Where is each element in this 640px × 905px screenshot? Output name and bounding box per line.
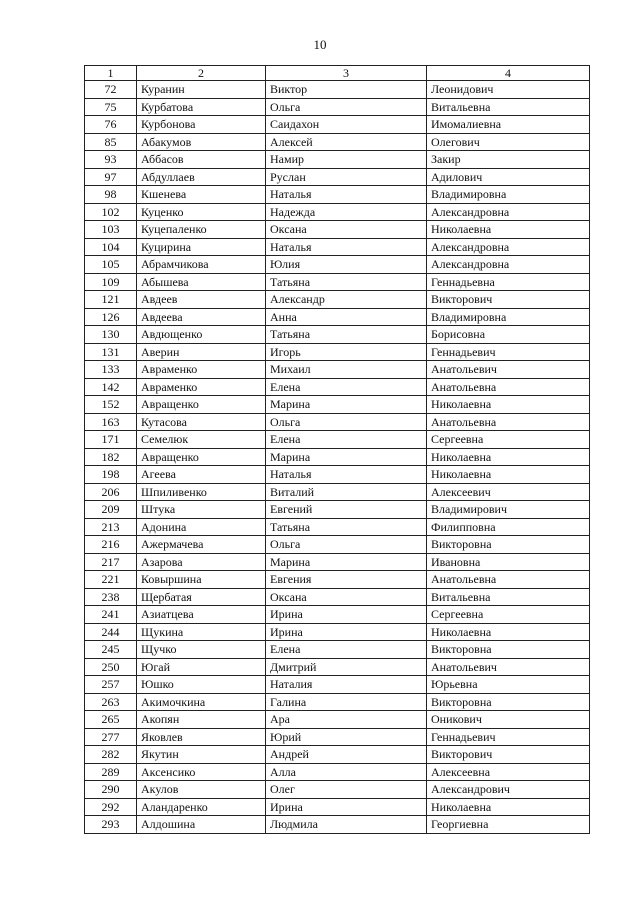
- cell-surname: Азиатцева: [137, 606, 266, 624]
- cell-first-name: Андрей: [266, 746, 427, 764]
- table-row: [85, 448, 590, 466]
- cell-first-name: Наталья: [266, 186, 427, 204]
- cell-number: 142: [85, 378, 137, 396]
- cell-number: 282: [85, 746, 137, 764]
- table-row: [85, 291, 590, 309]
- cell-surname: Абрамчикова: [137, 256, 266, 274]
- cell-surname: Абдуллаев: [137, 168, 266, 186]
- cell-first-name: Людмила: [266, 816, 427, 834]
- cell-first-name: Евгения: [266, 571, 427, 589]
- cell-surname: Ковыршина: [137, 571, 266, 589]
- cell-patronymic: Владимировна: [427, 186, 590, 204]
- table-row: [85, 238, 590, 256]
- column-header-first-name: 3: [266, 66, 427, 81]
- table-row: [85, 273, 590, 291]
- cell-surname: Югай: [137, 658, 266, 676]
- cell-first-name: Виталий: [266, 483, 427, 501]
- cell-surname: Яковлев: [137, 728, 266, 746]
- cell-surname: Алдошина: [137, 816, 266, 834]
- roster-body: [85, 81, 590, 834]
- cell-surname: Щербатая: [137, 588, 266, 606]
- cell-first-name: Наталия: [266, 676, 427, 694]
- cell-number: 213: [85, 518, 137, 536]
- cell-patronymic: Анатольевна: [427, 413, 590, 431]
- table-row: [85, 396, 590, 414]
- cell-surname: Якутин: [137, 746, 266, 764]
- cell-patronymic: Николаевна: [427, 466, 590, 484]
- cell-surname: Ажермачева: [137, 536, 266, 554]
- cell-surname: Азарова: [137, 553, 266, 571]
- cell-first-name: Дмитрий: [266, 658, 427, 676]
- cell-patronymic: Оникович: [427, 711, 590, 729]
- cell-patronymic: Александровна: [427, 203, 590, 221]
- table-row: [85, 641, 590, 659]
- cell-number: 216: [85, 536, 137, 554]
- column-header-patronymic: 4: [427, 66, 590, 81]
- cell-patronymic: Анатольевич: [427, 361, 590, 379]
- cell-surname: Авраменко: [137, 361, 266, 379]
- cell-first-name: Ирина: [266, 798, 427, 816]
- cell-number: 217: [85, 553, 137, 571]
- table-row: [85, 343, 590, 361]
- cell-first-name: Юлия: [266, 256, 427, 274]
- cell-number: 290: [85, 781, 137, 799]
- table-row: [85, 518, 590, 536]
- cell-patronymic: Геннадьевич: [427, 343, 590, 361]
- cell-first-name: Александр: [266, 291, 427, 309]
- cell-surname: Семелюк: [137, 431, 266, 449]
- table-row: [85, 623, 590, 641]
- table-row: [85, 483, 590, 501]
- cell-surname: Адонина: [137, 518, 266, 536]
- cell-surname: Шпиливенко: [137, 483, 266, 501]
- cell-first-name: Надежда: [266, 203, 427, 221]
- table-row: [85, 676, 590, 694]
- cell-first-name: Ольга: [266, 536, 427, 554]
- table-row: [85, 133, 590, 151]
- table-row: [85, 658, 590, 676]
- table-row: [85, 588, 590, 606]
- cell-number: 209: [85, 501, 137, 519]
- cell-surname: Авдющенко: [137, 326, 266, 344]
- cell-number: 97: [85, 168, 137, 186]
- table-row: [85, 221, 590, 239]
- cell-first-name: Ара: [266, 711, 427, 729]
- cell-surname: Аверин: [137, 343, 266, 361]
- cell-number: 182: [85, 448, 137, 466]
- table-row: [85, 98, 590, 116]
- cell-surname: Агеева: [137, 466, 266, 484]
- roster-table: [84, 65, 590, 834]
- cell-first-name: Анна: [266, 308, 427, 326]
- table-row: [85, 711, 590, 729]
- table-header-row: [85, 66, 590, 81]
- cell-surname: Юшко: [137, 676, 266, 694]
- cell-surname: Абакумов: [137, 133, 266, 151]
- cell-first-name: Евгений: [266, 501, 427, 519]
- cell-number: 93: [85, 151, 137, 169]
- cell-surname: Куценко: [137, 203, 266, 221]
- cell-number: 75: [85, 98, 137, 116]
- cell-patronymic: Владимирович: [427, 501, 590, 519]
- cell-patronymic: Николаевна: [427, 623, 590, 641]
- cell-patronymic: Владимировна: [427, 308, 590, 326]
- table-row: [85, 781, 590, 799]
- cell-number: 263: [85, 693, 137, 711]
- table-row: [85, 553, 590, 571]
- cell-surname: Акопян: [137, 711, 266, 729]
- cell-number: 257: [85, 676, 137, 694]
- cell-number: 102: [85, 203, 137, 221]
- cell-first-name: Татьяна: [266, 518, 427, 536]
- cell-number: 238: [85, 588, 137, 606]
- cell-surname: Щукина: [137, 623, 266, 641]
- cell-surname: Аландаренко: [137, 798, 266, 816]
- cell-first-name: Елена: [266, 378, 427, 396]
- cell-patronymic: Викторовна: [427, 693, 590, 711]
- cell-number: 244: [85, 623, 137, 641]
- cell-surname: Аксенсико: [137, 763, 266, 781]
- cell-first-name: Елена: [266, 641, 427, 659]
- table-row: [85, 168, 590, 186]
- cell-number: 85: [85, 133, 137, 151]
- cell-number: 293: [85, 816, 137, 834]
- cell-patronymic: Леонидович: [427, 81, 590, 99]
- cell-patronymic: Анатольевна: [427, 378, 590, 396]
- table-row: [85, 746, 590, 764]
- cell-first-name: Татьяна: [266, 326, 427, 344]
- cell-patronymic: Закир: [427, 151, 590, 169]
- cell-surname: Авраменко: [137, 378, 266, 396]
- table-row: [85, 728, 590, 746]
- cell-first-name: Елена: [266, 431, 427, 449]
- table-row: [85, 256, 590, 274]
- cell-number: 103: [85, 221, 137, 239]
- cell-first-name: Саидахон: [266, 116, 427, 134]
- table-row: [85, 816, 590, 834]
- cell-number: 245: [85, 641, 137, 659]
- cell-patronymic: Алексеевна: [427, 763, 590, 781]
- table-row: [85, 693, 590, 711]
- cell-first-name: Михаил: [266, 361, 427, 379]
- table-row: [85, 606, 590, 624]
- table-row: [85, 571, 590, 589]
- cell-first-name: Руслан: [266, 168, 427, 186]
- table-row: [85, 501, 590, 519]
- cell-number: 221: [85, 571, 137, 589]
- cell-patronymic: Борисовна: [427, 326, 590, 344]
- table-row: [85, 763, 590, 781]
- table-row: [85, 203, 590, 221]
- cell-first-name: Алла: [266, 763, 427, 781]
- cell-surname: Куцирина: [137, 238, 266, 256]
- cell-number: 171: [85, 431, 137, 449]
- cell-number: 109: [85, 273, 137, 291]
- cell-number: 289: [85, 763, 137, 781]
- table-row: [85, 151, 590, 169]
- cell-surname: Акимочкина: [137, 693, 266, 711]
- cell-number: 72: [85, 81, 137, 99]
- cell-number: 277: [85, 728, 137, 746]
- table-row: [85, 116, 590, 134]
- cell-number: 126: [85, 308, 137, 326]
- cell-first-name: Наталья: [266, 466, 427, 484]
- cell-first-name: Ольга: [266, 98, 427, 116]
- cell-number: 206: [85, 483, 137, 501]
- cell-patronymic: Николаевна: [427, 448, 590, 466]
- cell-patronymic: Геннадьевна: [427, 273, 590, 291]
- cell-surname: Авдеева: [137, 308, 266, 326]
- cell-number: 76: [85, 116, 137, 134]
- cell-surname: Авращенко: [137, 396, 266, 414]
- table-row: [85, 536, 590, 554]
- cell-patronymic: Сергеевна: [427, 606, 590, 624]
- table-row: [85, 798, 590, 816]
- cell-number: 163: [85, 413, 137, 431]
- cell-number: 105: [85, 256, 137, 274]
- cell-surname: Кутасова: [137, 413, 266, 431]
- table-row: [85, 186, 590, 204]
- cell-first-name: Галина: [266, 693, 427, 711]
- cell-first-name: Алексей: [266, 133, 427, 151]
- cell-patronymic: Николаевна: [427, 221, 590, 239]
- cell-patronymic: Геннадьевич: [427, 728, 590, 746]
- cell-patronymic: Георгиевна: [427, 816, 590, 834]
- cell-number: 265: [85, 711, 137, 729]
- cell-patronymic: Александрович: [427, 781, 590, 799]
- table-row: [85, 378, 590, 396]
- cell-patronymic: Сергеевна: [427, 431, 590, 449]
- cell-first-name: Ирина: [266, 606, 427, 624]
- cell-surname: Щучко: [137, 641, 266, 659]
- cell-patronymic: Александровна: [427, 238, 590, 256]
- cell-patronymic: Анатольевна: [427, 571, 590, 589]
- cell-patronymic: Викторовна: [427, 641, 590, 659]
- table-row: [85, 361, 590, 379]
- cell-surname: Аббасов: [137, 151, 266, 169]
- cell-first-name: Олег: [266, 781, 427, 799]
- cell-patronymic: Александровна: [427, 256, 590, 274]
- cell-surname: Абышева: [137, 273, 266, 291]
- cell-first-name: Ольга: [266, 413, 427, 431]
- cell-first-name: Оксана: [266, 588, 427, 606]
- column-header-number: 1: [85, 66, 137, 81]
- table-row: [85, 308, 590, 326]
- table-row: [85, 81, 590, 99]
- cell-patronymic: Адилович: [427, 168, 590, 186]
- cell-surname: Курбонова: [137, 116, 266, 134]
- table-row: [85, 326, 590, 344]
- table-row: [85, 431, 590, 449]
- cell-patronymic: Ивановна: [427, 553, 590, 571]
- cell-patronymic: Викторович: [427, 746, 590, 764]
- cell-surname: Куранин: [137, 81, 266, 99]
- page-number: 10: [313, 37, 327, 52]
- table-row: [85, 466, 590, 484]
- column-header-surname: 2: [137, 66, 266, 81]
- cell-patronymic: Витальевна: [427, 98, 590, 116]
- cell-number: 121: [85, 291, 137, 309]
- cell-first-name: Юрий: [266, 728, 427, 746]
- cell-number: 292: [85, 798, 137, 816]
- cell-number: 241: [85, 606, 137, 624]
- cell-surname: Куцепаленко: [137, 221, 266, 239]
- cell-number: 131: [85, 343, 137, 361]
- cell-number: 98: [85, 186, 137, 204]
- cell-first-name: Марина: [266, 396, 427, 414]
- cell-patronymic: Анатольевич: [427, 658, 590, 676]
- cell-surname: Кшенева: [137, 186, 266, 204]
- cell-patronymic: Николаевна: [427, 396, 590, 414]
- cell-number: 104: [85, 238, 137, 256]
- cell-first-name: Марина: [266, 553, 427, 571]
- cell-patronymic: Викторовна: [427, 536, 590, 554]
- cell-patronymic: Имомалиевна: [427, 116, 590, 134]
- cell-patronymic: Викторович: [427, 291, 590, 309]
- cell-surname: Курбатова: [137, 98, 266, 116]
- cell-patronymic: Витальевна: [427, 588, 590, 606]
- cell-surname: Штука: [137, 501, 266, 519]
- cell-number: 133: [85, 361, 137, 379]
- cell-number: 152: [85, 396, 137, 414]
- cell-surname: Авдеев: [137, 291, 266, 309]
- cell-number: 250: [85, 658, 137, 676]
- cell-surname: Акулов: [137, 781, 266, 799]
- cell-number: 130: [85, 326, 137, 344]
- cell-first-name: Игорь: [266, 343, 427, 361]
- cell-first-name: Наталья: [266, 238, 427, 256]
- cell-number: 198: [85, 466, 137, 484]
- cell-surname: Авращенко: [137, 448, 266, 466]
- cell-patronymic: Юрьевна: [427, 676, 590, 694]
- cell-first-name: Виктор: [266, 81, 427, 99]
- cell-patronymic: Алексеевич: [427, 483, 590, 501]
- cell-patronymic: Олегович: [427, 133, 590, 151]
- cell-first-name: Марина: [266, 448, 427, 466]
- cell-patronymic: Филипповна: [427, 518, 590, 536]
- table-row: [85, 413, 590, 431]
- cell-first-name: Татьяна: [266, 273, 427, 291]
- cell-first-name: Оксана: [266, 221, 427, 239]
- cell-patronymic: Николаевна: [427, 798, 590, 816]
- cell-first-name: Намир: [266, 151, 427, 169]
- cell-first-name: Ирина: [266, 623, 427, 641]
